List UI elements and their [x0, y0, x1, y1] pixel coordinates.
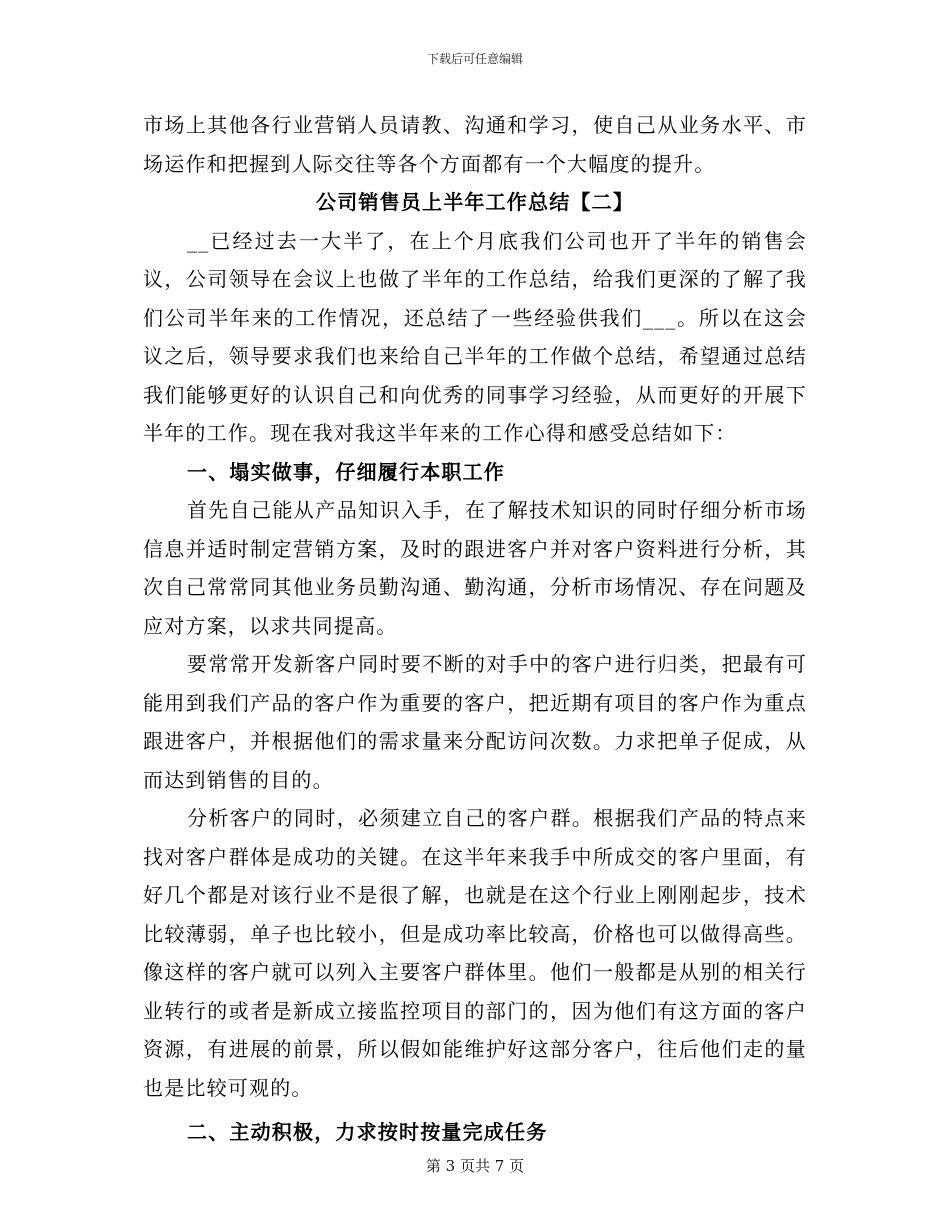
- heading-1: 一、塌实做事，仔细履行本职工作: [187, 459, 505, 484]
- page-header: 下载后可任意编辑: [426, 52, 523, 66]
- paragraph-1: __已经过去一大半了，在上个月底我们公司也开了半年的销售会议，公司领导在会议上也做了半年的工作总结，给我们更深的了解了我们公司半年来的工作情况，还总结了一些经验供我们___。所以在这会议之后，领导要求我们也来给自己半年的工作做个总结，希望通过总结我们能够更好的认识自己和向优秀的同事学习经验，从而更好的开展下半年的工作。现在我对我这半年来的工作心得和感受总结如下：: [143, 228, 807, 445]
- document-body: [143, 106, 807, 1152]
- heading-2: 二、主动积极，力求按时按量完成任务: [187, 1120, 548, 1144]
- paragraph-4: 分析客户的同时，必须建立自己的客户群。根据我们产品的特点来找对客户群体是成功的关键。在这半年来我手中所成交的客户里面，有好几个都是对该行业不是很了解，也就是在这个行业上刚刚起步，技术比较薄弱，单子也比较小，但是成功率比较高，价格也可以做得高些。像这样的客户就可以列入主要客户群体里。他们一般都是从别的相关行业转行的或者是新成立接监控项目的部门的，因为他们有这方面的客户资源，有进展的前景，所以假如能维护好这部分客户，往后他们走的量也是比较可观的。: [143, 806, 807, 1100]
- paragraph-2: 首先自己能从产品知识入手，在了解技术知识的同时仔细分析市场信息并适时制定营销方案，及时的跟进客户并对客户资料进行分析，其次自己常常同其他业务员勤沟通、勤沟通，分析市场情况、存在问题及应对方案，以求共同提高。: [143, 498, 807, 638]
- paragraph-3: 要常常开发新客户同时要不断的对手中的客户进行归类，把最有可能用到我们产品的客户作为重要的客户，把近期有项目的客户作为重点跟进客户，并根据他们的需求量来分配访问次数。力求把单子促成，从而达到销售的目的。: [143, 652, 807, 792]
- section-title: 公司销售员上半年工作总结【二】: [316, 190, 634, 214]
- intro-paragraph: 市场上其他各行业营销人员请教、沟通和学习，使自己从业务水平、市场运作和把握到人际交往等各个方面都有一个大幅度的提升。: [143, 113, 807, 176]
- page-number: 第 3 页共 7 页: [425, 1157, 525, 1175]
